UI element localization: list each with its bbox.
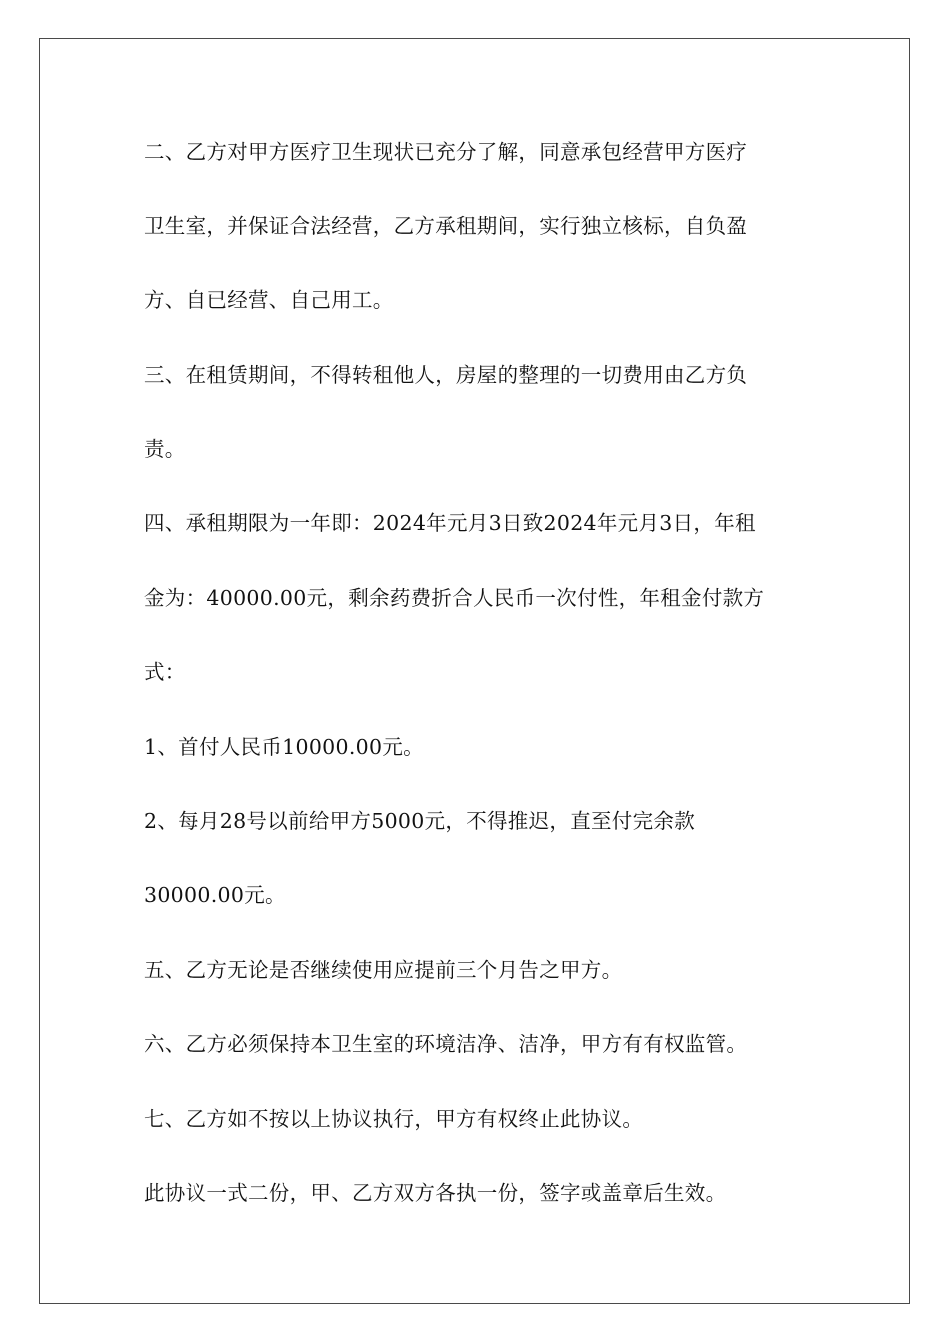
clause-2-line-2: 卫生室，并保证合法经营，乙方承租期间，实行独立核标，自负盈 bbox=[144, 214, 748, 238]
clause-4-line-2: 金为：40000.00元，剩余药费折合人民币一次付性，年租金付款方 bbox=[144, 586, 765, 610]
clause-3-line-1: 三、在租赁期间，不得转租他人，房屋的整理的一切费用由乙方负 bbox=[144, 363, 748, 387]
clause-2-line-3: 方、自已经营、自己用工。 bbox=[144, 288, 394, 312]
payment-item-2-line-2: 30000.00元。 bbox=[144, 883, 286, 907]
clause-2-line-1: 二、乙方对甲方医疗卫生现状已充分了解，同意承包经营甲方医疗 bbox=[144, 140, 748, 164]
clause-7: 七、乙方如不按以上协议执行，甲方有权终止此协议。 bbox=[144, 1107, 644, 1131]
clause-4-line-3: 式： bbox=[144, 660, 186, 684]
closing-statement: 此协议一式二份，甲、乙方双方各执一份，签字或盖章后生效。 bbox=[144, 1181, 727, 1205]
payment-item-1: 1、首付人民币10000.00元。 bbox=[144, 735, 424, 759]
payment-item-2-line-1: 2、每月28号以前给甲方5000元，不得推迟，直至付完余款 bbox=[144, 809, 695, 833]
clause-4-line-1: 四、承租期限为一年即：2024年元月3日致2024年元月3日，年租 bbox=[144, 511, 756, 535]
clause-3-line-2: 责。 bbox=[144, 437, 186, 461]
clause-5: 五、乙方无论是否继续使用应提前三个月告之甲方。 bbox=[144, 958, 623, 982]
clause-6: 六、乙方必须保持本卫生室的环境洁净、洁净，甲方有有权监管。 bbox=[144, 1032, 748, 1056]
